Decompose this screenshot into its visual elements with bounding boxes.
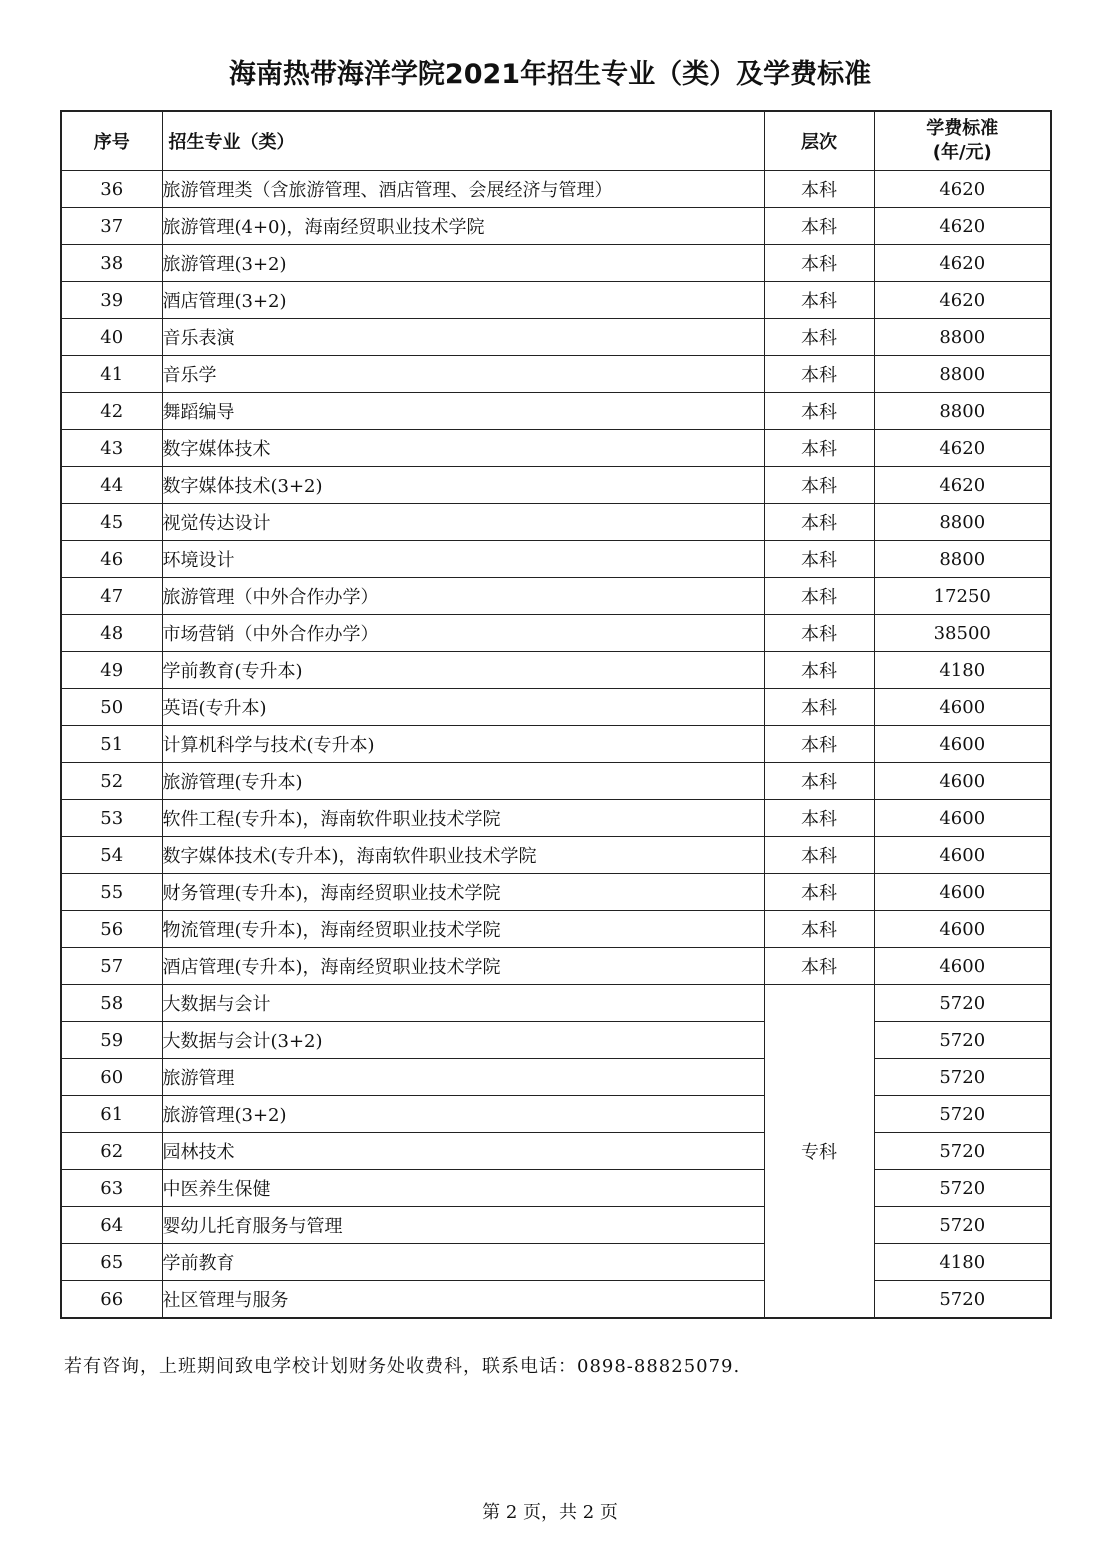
table-row xyxy=(61,1170,1051,1207)
row-major: 中医养生保健 xyxy=(162,1170,764,1207)
row-fee: 4600 xyxy=(874,948,1051,985)
row-level: 本科 xyxy=(764,393,874,430)
table-row xyxy=(61,171,1051,208)
row-fee: 4600 xyxy=(874,911,1051,948)
row-major: 数字媒体技术(3+2) xyxy=(162,467,764,504)
table-row xyxy=(61,1133,1051,1170)
row-number: 47 xyxy=(61,578,162,615)
row-fee: 4600 xyxy=(874,689,1051,726)
row-fee: 8800 xyxy=(874,541,1051,578)
row-fee: 4600 xyxy=(874,726,1051,763)
row-fee: 5720 xyxy=(874,1022,1051,1059)
row-number: 64 xyxy=(61,1207,162,1244)
row-number: 53 xyxy=(61,800,162,837)
row-major: 视觉传达设计 xyxy=(162,504,764,541)
row-major: 旅游管理（中外合作办学） xyxy=(162,578,764,615)
table-row xyxy=(61,245,1051,282)
table-row xyxy=(61,689,1051,726)
row-number: 59 xyxy=(61,1022,162,1059)
row-level: 本科 xyxy=(764,837,874,874)
row-level: 本科 xyxy=(764,356,874,393)
row-fee: 17250 xyxy=(874,578,1051,615)
row-level: 本科 xyxy=(764,911,874,948)
table-row xyxy=(61,356,1051,393)
row-fee: 8800 xyxy=(874,393,1051,430)
row-fee: 5720 xyxy=(874,1133,1051,1170)
row-level: 本科 xyxy=(764,763,874,800)
row-number: 60 xyxy=(61,1059,162,1096)
row-level: 本科 xyxy=(764,541,874,578)
table-row xyxy=(61,319,1051,356)
row-fee: 4600 xyxy=(874,874,1051,911)
row-major: 大数据与会计(3+2) xyxy=(162,1022,764,1059)
row-number: 61 xyxy=(61,1096,162,1133)
row-fee: 8800 xyxy=(874,356,1051,393)
row-fee: 5720 xyxy=(874,1170,1051,1207)
row-major: 舞蹈编导 xyxy=(162,393,764,430)
table-row xyxy=(61,874,1051,911)
table-row xyxy=(61,800,1051,837)
row-major: 计算机科学与技术(专升本) xyxy=(162,726,764,763)
row-major: 市场营销（中外合作办学） xyxy=(162,615,764,652)
row-number: 66 xyxy=(61,1281,162,1319)
row-fee: 4620 xyxy=(874,430,1051,467)
row-major: 旅游管理(3+2) xyxy=(162,1096,764,1133)
row-number: 56 xyxy=(61,911,162,948)
row-number: 65 xyxy=(61,1244,162,1281)
row-major: 物流管理(专升本)，海南经贸职业技术学院 xyxy=(162,911,764,948)
row-number: 46 xyxy=(61,541,162,578)
row-major: 英语(专升本) xyxy=(162,689,764,726)
table-row xyxy=(61,282,1051,319)
row-fee: 4180 xyxy=(874,652,1051,689)
row-fee: 38500 xyxy=(874,615,1051,652)
row-level: 本科 xyxy=(764,430,874,467)
row-number: 38 xyxy=(61,245,162,282)
table-row xyxy=(61,1059,1051,1096)
row-number: 36 xyxy=(61,171,162,208)
row-fee: 4180 xyxy=(874,1244,1051,1281)
row-number: 57 xyxy=(61,948,162,985)
table-row xyxy=(61,504,1051,541)
row-major: 旅游管理(4+0)，海南经贸职业技术学院 xyxy=(162,208,764,245)
table-row xyxy=(61,1096,1051,1133)
table-row xyxy=(61,1244,1051,1281)
row-major: 数字媒体技术(专升本)，海南软件职业技术学院 xyxy=(162,837,764,874)
row-major: 婴幼儿托育服务与管理 xyxy=(162,1207,764,1244)
row-number: 55 xyxy=(61,874,162,911)
header-fee-line2: (年/元) xyxy=(932,142,992,163)
row-fee: 4620 xyxy=(874,282,1051,319)
row-number: 52 xyxy=(61,763,162,800)
table-row xyxy=(61,763,1051,800)
row-level: 本科 xyxy=(764,319,874,356)
row-fee: 8800 xyxy=(874,504,1051,541)
row-number: 63 xyxy=(61,1170,162,1207)
header-major: 招生专业（类） xyxy=(162,111,764,171)
row-fee: 5720 xyxy=(874,1096,1051,1133)
row-major: 社区管理与服务 xyxy=(162,1281,764,1319)
header-fee xyxy=(874,111,1051,171)
row-major: 学前教育(专升本) xyxy=(162,652,764,689)
row-level: 本科 xyxy=(764,578,874,615)
row-number: 43 xyxy=(61,430,162,467)
table-row xyxy=(61,467,1051,504)
table-row xyxy=(61,393,1051,430)
row-major: 音乐表演 xyxy=(162,319,764,356)
row-level: 本科 xyxy=(764,800,874,837)
header-fee-line1: 学费标准 xyxy=(926,118,999,139)
row-number: 49 xyxy=(61,652,162,689)
row-fee: 4600 xyxy=(874,837,1051,874)
row-number: 41 xyxy=(61,356,162,393)
row-major: 数字媒体技术 xyxy=(162,430,764,467)
row-level: 本科 xyxy=(764,948,874,985)
row-fee: 4620 xyxy=(874,467,1051,504)
row-major: 园林技术 xyxy=(162,1133,764,1170)
table-body xyxy=(61,171,1051,1319)
row-level: 本科 xyxy=(764,171,874,208)
row-fee: 8800 xyxy=(874,319,1051,356)
tuition-table xyxy=(60,110,1052,1319)
row-fee: 4620 xyxy=(874,245,1051,282)
header-no: 序号 xyxy=(61,111,162,171)
page-title: 海南热带海洋学院2021年招生专业（类）及学费标准 xyxy=(228,59,872,90)
table-row xyxy=(61,430,1051,467)
row-major: 酒店管理(专升本)，海南经贸职业技术学院 xyxy=(162,948,764,985)
table-row xyxy=(61,1207,1051,1244)
row-level: 本科 xyxy=(764,689,874,726)
row-fee: 4600 xyxy=(874,800,1051,837)
row-major: 财务管理(专升本)，海南经贸职业技术学院 xyxy=(162,874,764,911)
row-major: 旅游管理类（含旅游管理、酒店管理、会展经济与管理） xyxy=(162,171,764,208)
row-number: 42 xyxy=(61,393,162,430)
header-level: 层次 xyxy=(764,111,874,171)
table-row xyxy=(61,985,1051,1022)
row-number: 51 xyxy=(61,726,162,763)
row-level: 本科 xyxy=(764,208,874,245)
row-major: 学前教育 xyxy=(162,1244,764,1281)
row-fee: 5720 xyxy=(874,1207,1051,1244)
row-major: 旅游管理 xyxy=(162,1059,764,1096)
row-fee: 4600 xyxy=(874,763,1051,800)
merged-level-cell: 专科 xyxy=(764,985,874,1319)
row-level: 本科 xyxy=(764,652,874,689)
row-level: 本科 xyxy=(764,467,874,504)
row-fee: 5720 xyxy=(874,1059,1051,1096)
row-major: 酒店管理(3+2) xyxy=(162,282,764,319)
row-number: 39 xyxy=(61,282,162,319)
row-number: 58 xyxy=(61,985,162,1022)
row-number: 62 xyxy=(61,1133,162,1170)
row-number: 37 xyxy=(61,208,162,245)
table-row xyxy=(61,208,1051,245)
row-number: 48 xyxy=(61,615,162,652)
row-number: 44 xyxy=(61,467,162,504)
row-level: 本科 xyxy=(764,726,874,763)
row-level: 本科 xyxy=(764,245,874,282)
row-level: 本科 xyxy=(764,504,874,541)
row-fee: 5720 xyxy=(874,985,1051,1022)
row-fee: 4620 xyxy=(874,208,1051,245)
table-row xyxy=(61,726,1051,763)
table-row xyxy=(61,948,1051,985)
table-row xyxy=(61,541,1051,578)
row-number: 45 xyxy=(61,504,162,541)
row-major: 大数据与会计 xyxy=(162,985,764,1022)
row-level: 本科 xyxy=(764,615,874,652)
row-major: 旅游管理(专升本) xyxy=(162,763,764,800)
table-row xyxy=(61,652,1051,689)
table-row xyxy=(61,911,1051,948)
row-number: 54 xyxy=(61,837,162,874)
row-fee: 4620 xyxy=(874,171,1051,208)
row-level: 本科 xyxy=(764,282,874,319)
row-fee: 5720 xyxy=(874,1281,1051,1319)
table-row xyxy=(61,578,1051,615)
page-number: 第 2 页，共 2 页 xyxy=(482,1502,618,1523)
row-number: 50 xyxy=(61,689,162,726)
table-row xyxy=(61,837,1051,874)
row-major: 旅游管理(3+2) xyxy=(162,245,764,282)
row-major: 环境设计 xyxy=(162,541,764,578)
table-row xyxy=(61,1281,1051,1319)
row-number: 40 xyxy=(61,319,162,356)
table-row xyxy=(61,615,1051,652)
table-row xyxy=(61,1022,1051,1059)
row-major: 软件工程(专升本)，海南软件职业技术学院 xyxy=(162,800,764,837)
row-major: 音乐学 xyxy=(162,356,764,393)
table-header-row xyxy=(61,111,1051,171)
contact-footnote: 若有咨询，上班期间致电学校计划财务处收费科，联系电话：0898-88825079. xyxy=(64,1356,741,1377)
row-level: 本科 xyxy=(764,874,874,911)
